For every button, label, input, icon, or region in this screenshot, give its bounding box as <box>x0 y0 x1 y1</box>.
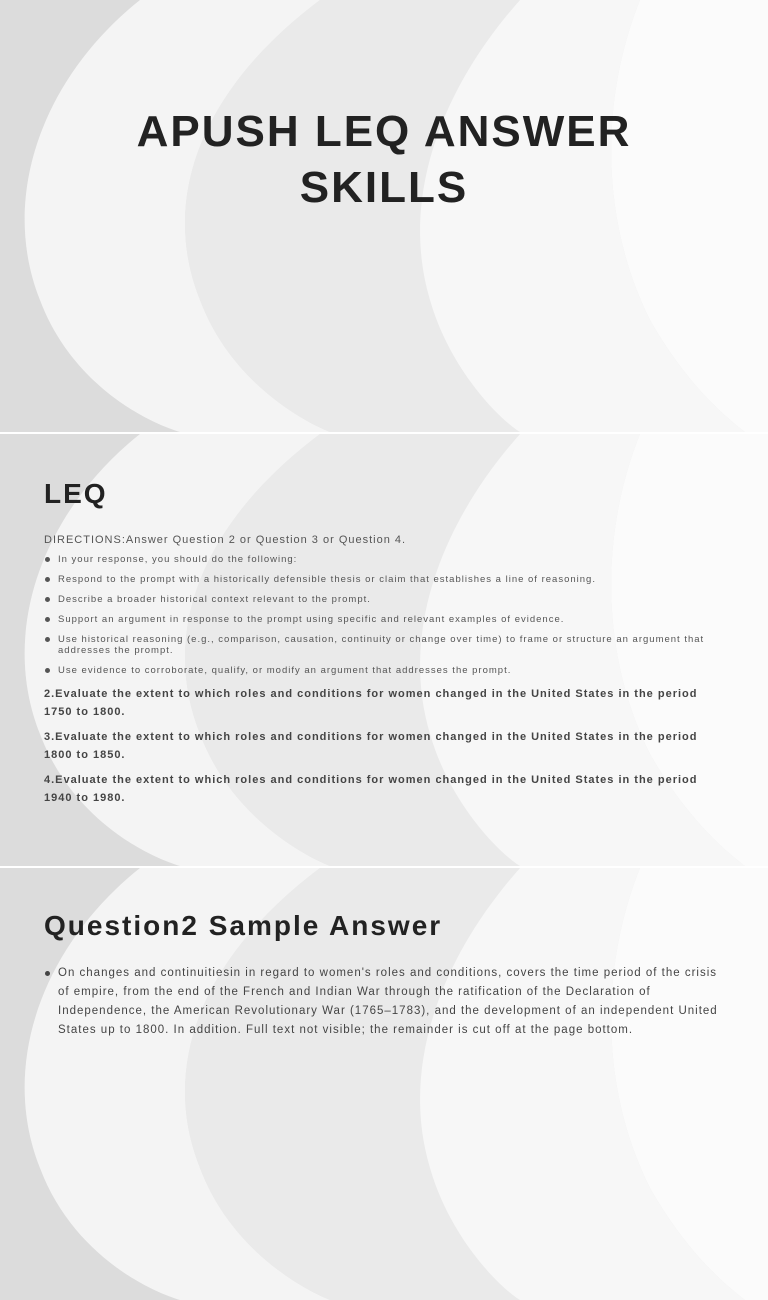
slide-heading: LEQ <box>44 478 108 509</box>
title-slide <box>0 0 768 432</box>
question-4: 4.Evaluate the extent to which roles and conditions for women changed in the United States in the period 1940 to 1980. <box>44 774 698 804</box>
list-item: Support an argument in response to the prompt using specific and relevant examples of evidence. <box>44 614 724 625</box>
wave-background <box>0 0 768 432</box>
sample-answer-paragraph: On changes and continuitiesin in regard to women's roles and conditions, covers the time period of the crisis of empire, from the end of the French and Indian War through the ratification of the Declaration of Independence, the American Revolutionary War (1765–1783), and the development of an independent United States up to 1800. In addition. Full text not visible; the remainder is cut off at the page bottom. <box>44 964 724 1040</box>
question-2: 2.Evaluate the extent to which roles and conditions for women changed in the United States in the period 1750 to 1800. <box>44 688 698 718</box>
slide-heading: Question2 Sample Answer <box>44 910 443 941</box>
leq-slide <box>0 434 768 866</box>
instructions-list <box>44 554 724 685</box>
list-item: Describe a broader historical context relevant to the prompt. <box>44 594 724 605</box>
slide-title <box>60 104 708 216</box>
directions-text: DIRECTIONS:Answer Question 2 or Question 3 or Question 4. <box>44 534 407 546</box>
list-item: Use historical reasoning (e.g., comparison, causation, continuity or change over time) to frame or structure an argument that addresses the prompt. <box>44 634 724 656</box>
list-item: In your response, you should do the following: <box>44 554 724 565</box>
title-line-1: APUSH LEQ ANSWER <box>136 107 632 156</box>
question-3: 3.Evaluate the extent to which roles and conditions for women changed in the United States in the period 1800 to 1850. <box>44 731 698 761</box>
list-item: Use evidence to corroborate, qualify, or modify an argument that addresses the prompt. <box>44 665 724 676</box>
sample-answer-list <box>44 964 724 1040</box>
list-item: Respond to the prompt with a historically defensible thesis or claim that establishes a line of reasoning. <box>44 574 724 585</box>
question-list <box>44 686 704 815</box>
sample-answer-slide <box>0 868 768 1036</box>
title-line-2: SKILLS <box>299 163 469 212</box>
